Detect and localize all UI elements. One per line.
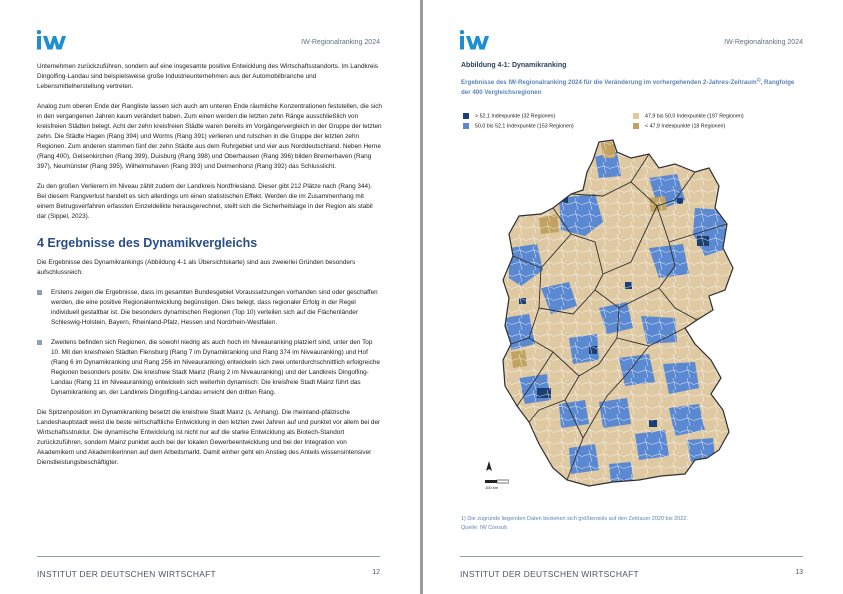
bullet-text: Erstens zeigen die Ergebnisse, dass im gesamten Bundesgebiet Voraussetzungen vorhanden sind oder geschaffen werden, die eine positive Regionalentwicklung begünstigen. Dies belegt, dass regionaler Erfolg in der Regel individuell gestaltbar ist. Die besonders dynamischen Regionen (Top 10) verteilen sich auf die Flächenländer Schleswig-Holstein, Bayern, Rheinland-Pfalz, Hessen und Nordrhein-Westfalen.	[51, 289, 378, 326]
germany-map	[499, 138, 739, 500]
paragraph: Zu den großen Verlierern im Niveau zählt zudem der Landkreis Nordfriesland. Dieser gibt 212 Plätze nach (Rang 344). Bei diesem Rangverlust handelt es sich allerdings um einen statistischen Effekt. Werden die im Zusammenhang mit einem Betrugsverfahren erfassten Einzeldelikte herausgerechnet, stellt sich die Sicherheitslage in der Region als stabil dar (Sippel, 2023).	[37, 183, 373, 220]
paragraph: Analog zum oberen Ende der Rangliste lassen sich auch am unteren Ende räumliche Konzentrationen feststellen, die sich in den vergangenen Jahren kaum verändert haben. Zum einen werden die letzten zehn Ränge ausschließlich von kreisfreien Städten belegt. Acht der zehn kreisfreien Städte waren bereits im Vorgängervergleich in der Gruppe der letzten zehn. Die Städte Hagen (Rang 394) und Worms (Rang 391) verlieren und rutschen in die Gruppe der letzten zehn Regionen. Zum anderen stammen fünf der zehn Städte aus dem Ruhrgebiet und vier aus Norddeutschland. Neben Herne (Rang 400), Gelsenkirchen (Rang 399), Duisburg (Rang 398) und Oberhausen (Rang 396) bilden Bremerhaven (Rang 397), Neumünster (Rang 395), Wilhelmshaven (Rang 393) und Delmenhorst (Rang 392) das Schlusslicht.	[37, 103, 382, 170]
footer-institute: INSTITUT DER DEUTSCHEN WIRTSCHAFT	[460, 569, 639, 579]
legend-label: < 47,9 Indexpunkte (18 Regionen)	[645, 123, 726, 130]
figure-caption	[461, 75, 801, 98]
legend-swatch	[633, 113, 639, 119]
footer-divider	[37, 556, 380, 557]
caption-footnote-ref: 1)	[756, 77, 761, 82]
bullet-square-icon	[37, 290, 42, 295]
legend-swatch	[463, 123, 469, 129]
iw-logo	[459, 30, 493, 50]
page-number: 12	[372, 569, 380, 576]
scale-bar	[485, 461, 509, 490]
figure-notes	[461, 515, 688, 533]
bullet-text: Zweitens befinden sich Regionen, die sowohl niedrig als auch hoch im Niveauranking platziert sind, unter den Top 10. Mit den kreisfreien Städten Flensburg (Rang 7 im Dynamikranking und Rang 374 im Niveauranking) und Hof (Rang 6 im Dynamikranking und Rang 256 im Niveauranking) entwickeln sich zwei unterdurchschnittlich erfolgreiche Regionen besonders positiv. Die kreisfreie Stadt Mainz (Rang 2 im Niveauranking) und der Landkreis Dingolfing-Landau (Rang 11 im Niveauranking) entwickeln sich weiterhin dynamisch: Die kreisfreie Stadt Mainz führt das Dynamikranking an, der Landkreis Dingolfing-Landau erreicht den dritten Rang.	[51, 339, 380, 396]
legend-label: 50,0 bis 52,1 Indexpunkte (153 Regionen)	[475, 123, 574, 130]
legend-swatch	[633, 123, 639, 129]
bullet-square-icon	[37, 340, 42, 345]
legend-item	[463, 123, 574, 130]
section-heading: 4 Ergebnisse des Dynamikvergleichs	[37, 236, 258, 250]
header-title: IW-Regionalranking 2024	[724, 39, 803, 46]
scale-label: 100 km	[485, 485, 499, 490]
caption-text: , Rangfolge der 400 Vergleichsregionen	[461, 79, 795, 97]
map-legend	[463, 113, 803, 137]
legend-label: > 52,1 Indexpunkte (32 Regionen)	[475, 113, 556, 120]
paragraph: Unternehmen zurückzuführen, sondern auf eine insgesamte positive Entwicklung des Wirtschaftsstandorts. Im Landkreis Dingolfing-Landau sind beispielsweise große Industrieunternehmen aus der Automobilbranche und Lebensmittelherstellung vertreten.	[37, 63, 379, 90]
paragraph: Die Spitzenposition im Dynamikranking besetzt die kreisfreie Stadt Mainz (s. Anhang). Die rheinland-pfälzische Landeshauptstadt weist die beste wirtschaftliche Entwicklung in den letzten zwei Jahren auf und punktet vor allem bei der Wirtschaftsstruktur. Die dynamische Entwicklung ist nicht nur auf die starke Entwicklung als Biotech-Standort zurückzuführen, sondern Mainz punktet auch bei der lokalen Gewerbeentwicklung und bei der Integration von Akademikern und Akademikerinnen auf dem Arbeitsmarkt. Damit einher geht ein Anstieg des Anteils wissensintensiver Dienstleistungsbeschäftigter.	[37, 409, 381, 466]
compass-north-icon	[485, 461, 493, 473]
legend-item	[633, 123, 725, 130]
left-page	[0, 0, 420, 594]
body-text	[37, 62, 382, 478]
caption-text: Ergebnisse des IW-Regionalranking 2024 für die Veränderung im vorhergehenden 2-Jahres-Zeitraum	[461, 79, 757, 87]
page-number: 13	[795, 569, 803, 576]
header-title: IW-Regionalranking 2024	[301, 39, 380, 46]
bullet-item	[37, 288, 382, 328]
footer-institute: INSTITUT DER DEUTSCHEN WIRTSCHAFT	[37, 569, 216, 579]
footnote-text: 1) Die zugrunde liegenden Daten beziehen sich größtenteils auf den Zeitraum 2020 bis 2022.	[461, 516, 688, 522]
bullet-item	[37, 338, 382, 398]
right-page	[423, 0, 843, 594]
legend-label: 47,9 bis 50,0 Indexpunkte (197 Regionen)	[645, 113, 744, 120]
figure-title: Abbildung 4-1: Dynamikranking	[461, 62, 567, 69]
iw-logo	[36, 30, 70, 50]
legend-swatch	[463, 113, 469, 119]
legend-item	[463, 113, 555, 120]
legend-item	[633, 113, 744, 120]
source-text: Quelle: IW Consult	[461, 525, 507, 531]
footer-divider	[460, 556, 803, 557]
paragraph: Die Ergebnisse des Dynamikrankings (Abbildung 4-1 als Übersichtskarte) sind aus zweierlei Gründen besonders aufschlussreich:	[37, 259, 356, 276]
